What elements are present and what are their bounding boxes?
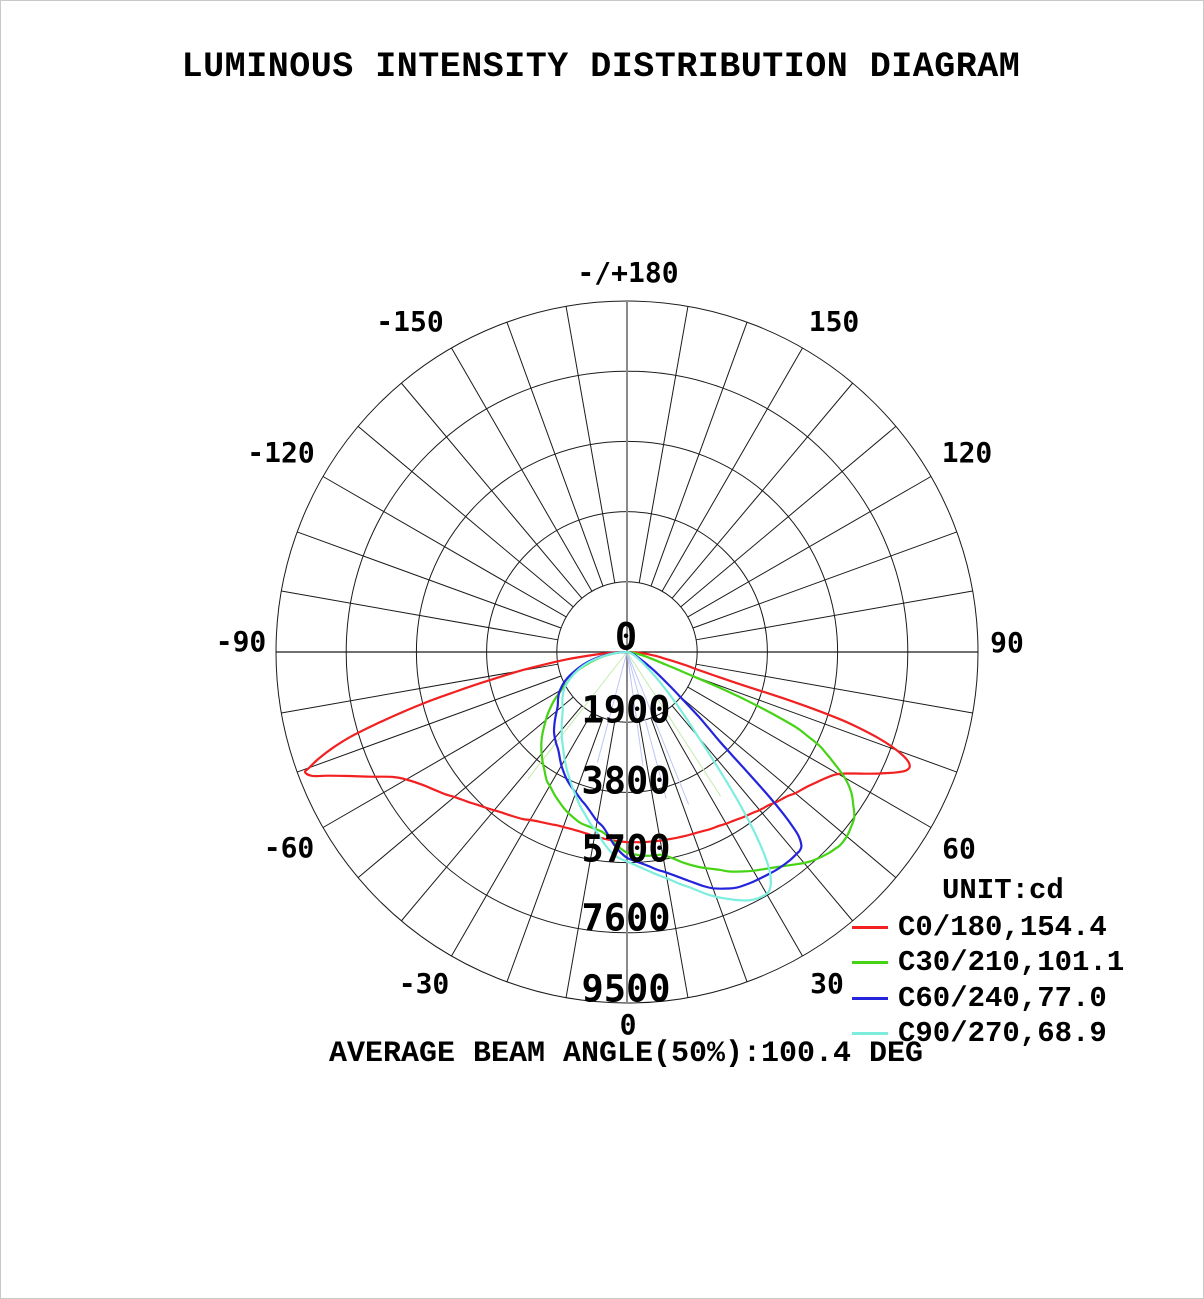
ring-label-7600: 7600 bbox=[581, 896, 671, 940]
polar-spoke bbox=[639, 306, 688, 583]
polar-spoke bbox=[358, 426, 573, 606]
polar-spoke bbox=[452, 348, 592, 591]
polar-spoke bbox=[688, 477, 931, 617]
angle-label--150: -150 bbox=[376, 305, 444, 338]
polar-spoke bbox=[672, 383, 852, 598]
beam-angle-note: AVERAGE BEAM ANGLE(50%):100.4 DEG bbox=[328, 1037, 924, 1071]
polar-spoke bbox=[696, 664, 973, 713]
polar-spoke bbox=[452, 713, 592, 956]
legend-label: C60/240,77.0 bbox=[898, 981, 1107, 1015]
polar-spoke bbox=[323, 477, 566, 617]
angle-label-60: 60 bbox=[942, 832, 976, 865]
angle-label--30: -30 bbox=[398, 967, 450, 1000]
ring-label-1900: 1900 bbox=[581, 688, 671, 732]
legend-label: C30/210,101.1 bbox=[898, 946, 1125, 980]
legend-label: C0/180,154.4 bbox=[898, 911, 1107, 945]
ring-label-9500: 9500 bbox=[581, 967, 671, 1011]
angle-label-120: 120 bbox=[941, 436, 993, 469]
polar-spoke bbox=[323, 687, 566, 827]
legend-label: C90/270,68.9 bbox=[898, 1017, 1107, 1051]
legend-row-1 bbox=[852, 945, 1124, 980]
polar-spoke bbox=[662, 713, 802, 956]
legend-row-0 bbox=[852, 910, 1124, 945]
polar-spoke bbox=[507, 322, 603, 586]
angle-label-180: -/+180 bbox=[577, 256, 679, 289]
polar-spoke bbox=[696, 591, 973, 640]
polar-spoke bbox=[358, 697, 573, 877]
angle-label-150: 150 bbox=[808, 305, 860, 338]
ring-label-5700: 5700 bbox=[581, 827, 671, 871]
polar-spoke bbox=[681, 697, 896, 877]
polar-spoke bbox=[281, 591, 558, 640]
polar-spoke bbox=[662, 348, 802, 591]
polar-spoke bbox=[401, 383, 581, 598]
legend-row-2 bbox=[852, 981, 1124, 1016]
angle-label--60: -60 bbox=[263, 831, 315, 864]
polar-spoke bbox=[566, 306, 615, 583]
angle-label--120: -120 bbox=[247, 436, 315, 469]
angle-label-0: 0 bbox=[619, 1008, 637, 1041]
legend bbox=[852, 910, 1124, 1051]
legend-swatch-icon bbox=[852, 961, 888, 964]
polar-spoke bbox=[297, 532, 561, 628]
polar-spoke bbox=[681, 426, 896, 606]
page-title: LUMINOUS INTENSITY DISTRIBUTION DIAGRAM bbox=[181, 47, 1021, 87]
ring-label-3800: 3800 bbox=[581, 759, 671, 803]
legend-swatch-icon bbox=[852, 1032, 888, 1035]
legend-swatch-icon bbox=[852, 997, 888, 1000]
legend-swatch-icon bbox=[852, 926, 888, 929]
polar-spoke bbox=[693, 532, 957, 628]
legend-unit-label: UNIT:cd bbox=[942, 874, 1064, 907]
ring-label-0: 0 bbox=[614, 615, 638, 659]
polar-spoke bbox=[297, 676, 561, 772]
angle-label-30: 30 bbox=[810, 967, 844, 1000]
angle-label-90: 90 bbox=[990, 626, 1024, 659]
angle-label--90: -90 bbox=[215, 625, 267, 658]
polar-spoke bbox=[693, 676, 957, 772]
polar-spoke bbox=[651, 322, 747, 586]
